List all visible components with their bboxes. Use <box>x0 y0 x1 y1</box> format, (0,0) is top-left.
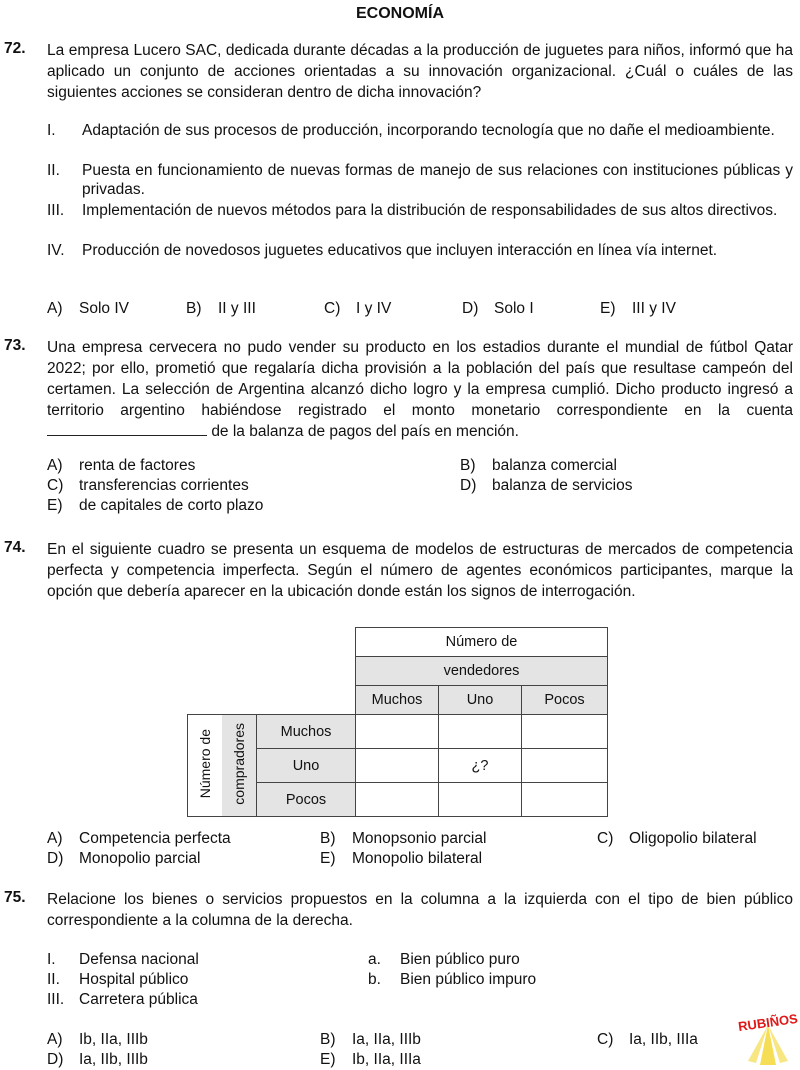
col-header-uno: Uno <box>439 686 522 715</box>
question-72-number: 72. <box>4 40 26 57</box>
sellers-header-line2: vendedores <box>356 657 608 686</box>
option-c[interactable]: C) transferencias corrientes <box>47 477 249 494</box>
option-d[interactable]: D) Monopolio parcial <box>47 850 201 867</box>
section-title: ECONOMÍA <box>356 5 444 22</box>
option-a[interactable]: A) Ib, IIa, IIIb <box>47 1031 148 1048</box>
rubinos-logo <box>738 1003 798 1065</box>
left-item-2: II. Hospital público <box>47 971 189 988</box>
logo-sunburst <box>760 1025 776 1065</box>
option-b[interactable]: B) II y III <box>186 300 256 317</box>
question-74-text: En el siguiente cuadro se presenta un esquema de modelos de estructuras de mercados de competencia perfecta y competencia imperfecta. Según el número de agentes económicos participantes, marque la opción que debería aparecer en la ubicación donde están los signos de interrogación. <box>47 541 793 600</box>
question-73-text: Una empresa cervecera no pudo vender su producto en los estadios durante el mundial de fútbol Qatar 2022; por ello, prometió que regalaría dicha provisión a la población del país que resultase campeón del certamen. La selección de Argentina alcanzó dicho logro y la empresa cumplió. Dicho producto ingresó a territorio argentino habiéndose registrado el monto monetario correspondiente en la cuenta de la balanza de pagos del país en mención. <box>47 339 793 440</box>
option-c[interactable]: C) Oligopolio bilateral <box>597 830 757 847</box>
option-d[interactable]: D) Ia, IIb, IIIb <box>47 1051 148 1068</box>
option-d[interactable]: D) Solo I <box>462 300 534 317</box>
option-e[interactable]: E) de capitales de corto plazo <box>47 497 264 514</box>
sellers-header: Número de <box>356 628 608 657</box>
answer-blank <box>47 421 207 436</box>
option-e[interactable]: E) Monopolio bilateral <box>320 850 483 867</box>
option-a[interactable]: A) Competencia perfecta <box>47 830 231 847</box>
option-b[interactable]: B) Ia, IIa, IIIb <box>320 1031 421 1048</box>
question-75-text: Relacione los bienes o servicios propuestos en la columna a la izquierda con el tipo de bien público correspondiente a la columna de la derecha. <box>47 891 793 929</box>
right-item-b: b. Bien público impuro <box>368 971 537 988</box>
question-75-number: 75. <box>4 889 26 906</box>
question-73-number: 73. <box>4 337 26 354</box>
logo-text: RUBIÑOS <box>738 1010 798 1035</box>
option-b[interactable]: B) balanza comercial <box>460 457 617 474</box>
option-a[interactable]: A) Solo IV <box>47 300 129 317</box>
col-header-pocos: Pocos <box>522 686 608 715</box>
option-e[interactable]: E) Ib, IIa, IIIa <box>320 1051 421 1068</box>
buyers-header: Número de <box>197 728 213 799</box>
question-mark-cell: ¿? <box>439 749 522 783</box>
col-header-muchos: Muchos <box>356 686 439 715</box>
market-structure-table <box>187 627 608 817</box>
buyers-header-line2: compradores <box>231 722 247 805</box>
left-item-1: I. Defensa nacional <box>47 951 199 968</box>
row-header-pocos: Pocos <box>257 783 356 817</box>
row-header-uno: Uno <box>257 749 356 783</box>
option-d[interactable]: D) balanza de servicios <box>460 477 633 494</box>
option-c[interactable]: C) I y IV <box>324 300 392 317</box>
option-b[interactable]: B) Monopsonio parcial <box>320 830 487 847</box>
option-e[interactable]: E) III y IV <box>600 300 676 317</box>
option-a[interactable]: A) renta de factores <box>47 457 196 474</box>
question-72-text: La empresa Lucero SAC, dedicada durante décadas a la producción de juguetes para niños, informó que ha aplicado un conjunto de acciones orientadas a su innovación organizacional. ¿Cuál o cuáles de las siguientes acciones se consideran dentro de dicha innovación? <box>47 42 793 101</box>
question-74-number: 74. <box>4 539 26 556</box>
option-c[interactable]: C) Ia, IIb, IIIa <box>597 1031 698 1048</box>
left-item-3: III. Carretera pública <box>47 991 198 1008</box>
right-item-a: a. Bien público puro <box>368 951 520 968</box>
row-header-muchos: Muchos <box>257 715 356 749</box>
